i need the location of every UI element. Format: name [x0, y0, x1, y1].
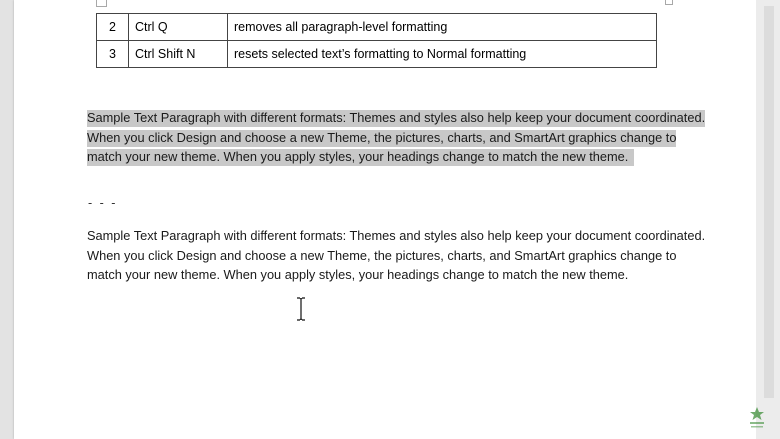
separator-text[interactable]: - - - — [88, 196, 118, 210]
vertical-scrollbar[interactable] — [764, 6, 774, 398]
excel-university-logo-icon — [747, 405, 767, 431]
table-move-handle-icon[interactable] — [96, 0, 107, 7]
shortcut-cell[interactable]: Ctrl Q — [129, 14, 228, 41]
table-row — [97, 14, 657, 41]
table-resize-handle-icon[interactable] — [665, 0, 673, 5]
shortcut-cell[interactable]: Ctrl Shift N — [129, 41, 228, 68]
description-cell[interactable]: removes all paragraph-level formatting — [228, 14, 657, 41]
body-paragraph[interactable]: Sample Text Paragraph with different formats: Themes and styles also help keep your document coordinated. When you click Design and choose a new Theme, the pictures, charts, and SmartArt graphics change to match your new theme. When you apply styles, your headings change to match the new theme. — [87, 228, 706, 283]
description-cell[interactable]: resets selected text’s formatting to Normal formatting — [228, 41, 657, 68]
selection-highlight[interactable]: Sample Text Paragraph with different formats: Themes and styles also help keep your document coordinated. When you click Design and choose a new Theme, the pictures, charts, and SmartArt graphics change to match your new theme. When you apply styles, your headings change to match the new theme. — [87, 110, 706, 165]
i-beam-cursor-icon — [296, 297, 306, 321]
selected-paragraph[interactable] — [87, 108, 707, 167]
row-number[interactable]: 2 — [97, 14, 129, 41]
row-number[interactable]: 3 — [97, 41, 129, 68]
table-row — [97, 41, 657, 68]
shortcut-table — [96, 13, 657, 68]
